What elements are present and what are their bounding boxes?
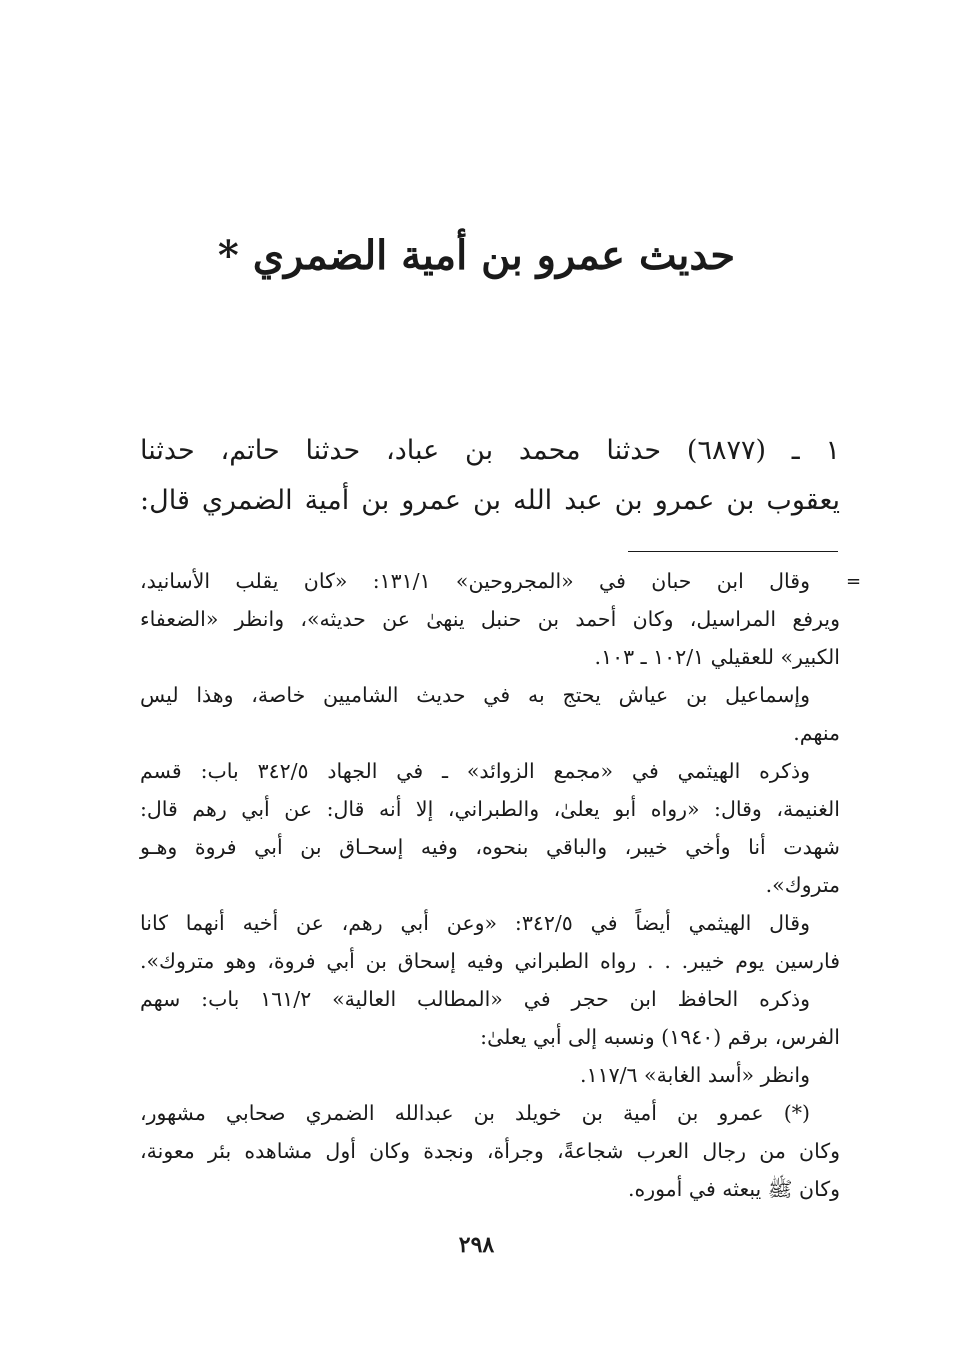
footnote-line: منهم.	[793, 721, 840, 745]
chapter-title: حديث عمرو بن أمية الضمري *	[217, 232, 736, 279]
footnote-line: الفرس، برقم (١٩٤٠) ونسبه إلى أبي يعلىٰ:	[480, 1025, 840, 1049]
page-number: ٢٩٨	[458, 1232, 495, 1258]
footnote-line: وذكره الهيثمي في «مجمع الزوائد» ـ في الجهاد ٣٤٢/٥ باب: قسم	[140, 759, 811, 783]
footnote-line: وقال ابن حبان في «المجروحين» ١٣١/١: «كان يقلب الأسانيد،	[140, 569, 810, 593]
footnote-separator	[628, 551, 838, 552]
footnote-line: متروك».	[765, 873, 840, 897]
footnote-line: وكان ﷺ يبعثه في أموره.	[627, 1177, 840, 1201]
footnote-paragraph-2	[140, 676, 840, 752]
footnote-paragraph-7	[140, 1094, 840, 1208]
footnote-line: وذكره الحافظ ابن حجر في «المطالب العالية» ١٦١/٢ باب: سهم	[140, 987, 810, 1011]
footnote-continuation-mark: =	[846, 571, 862, 592]
footnote-paragraph-1	[140, 562, 840, 676]
footnote-line: الكبير» للعقيلي ١٠٢/١ ـ ١٠٣.	[594, 645, 840, 669]
footnote-line: وقال الهيثمي أيضاً في ٣٤٢/٥: «وعن أبي رهم، عن أخيه أنهما كانا	[140, 911, 810, 935]
hadith-text	[140, 426, 840, 526]
footnote-line: شهدت أنا وأخي خيبر، والباقي بنحوه، وفيه إسحـاق بن أبي فروة وهـو	[140, 835, 840, 859]
footnote-paragraph-3	[140, 752, 840, 904]
hadith-line-2: يعقوب بن عمرو بن عبد الله بن عمرو بن أمية الضمري قال:	[140, 485, 840, 516]
footnote-paragraph-4	[140, 904, 840, 980]
footnote-line: وكان من رجال العرب شجاعةً، وجرأة، ونجدة وكان أول مشاهده بئر معونة،	[140, 1139, 840, 1163]
footnote-paragraph-5	[140, 980, 840, 1056]
footnote-line: ويرفع المراسيل، وكان أحمد بن حنبل ينهىٰ عن حديثه»، وانظر «الضعفاء	[140, 607, 840, 631]
footnote-line: وإسماعيل بن عياش يحتج به في حديث الشاميين خاصة، وهذا ليس	[140, 683, 810, 707]
footnote-line: (*) عمرو بن أمية بن خويلد بن عبدالله الضمري صحابي مشهور،	[140, 1101, 810, 1125]
footnote-paragraph-6	[140, 1056, 840, 1094]
footnote-line: فارسين يوم خيبر. . . رواه الطبراني وفيه إسحاق بن أبي فروة، وهو متروك».	[140, 949, 840, 973]
footnote-line: الغنيمة، وقال: «رواه أبو يعلىٰ، والطبراني، إلا أنه قال: عن أبي رهم قال:	[140, 797, 840, 821]
hadith-line-1: ١ ـ (٦٨٧٧) حدثنا محمد بن عباد، حدثنا حاتم، حدثنا	[140, 435, 841, 466]
footnote-line: وانظر «أسد الغابة» ١١٧/٦.	[580, 1063, 810, 1087]
footnotes	[140, 562, 840, 1208]
